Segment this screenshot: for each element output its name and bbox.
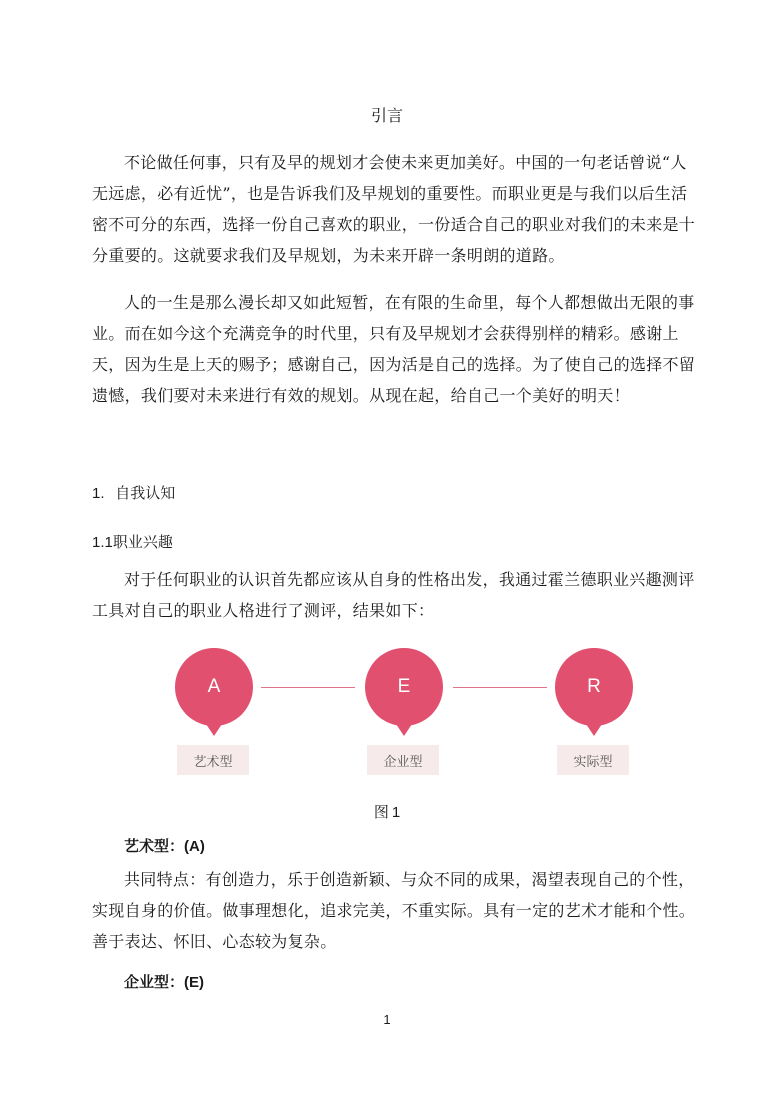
artistic-heading-text: 艺术型： bbox=[124, 837, 185, 855]
intro-paragraph-1: 不论做任何事，只有及早的规划才会使未来更加美好。中国的一句老话曾说“人无远虑，必有近忧”，也是告诉我们及早规划的重要性。而职业更是与我们以后生活密不可分的东西，选择一份自己喜欢的职业，一份适合自己的职业对我们的未来是十分重要的。这就要求我们及早规划，为未来开辟一条明朗的道路。 bbox=[92, 153, 696, 265]
page-number: 1 bbox=[383, 1012, 391, 1027]
trait-circle-r: R bbox=[555, 648, 633, 726]
intro-paragraph-2: 人的一生是那么漫长却又如此短暂，在有限的生命里，每个人都想做出无限的事业。而在如今这个充满竞争的时代里，只有及早规划才会获得别样的精彩。感谢上天，因为生是上天的赐予；感谢自己，因为活是自己的选择。为了使自己的选择不留遗憾，我们要对未来进行有效的规划。从现在起，给自己一个美好的明天！ bbox=[92, 293, 696, 405]
circle-pointer bbox=[586, 724, 602, 736]
figure-caption bbox=[0, 801, 774, 822]
connector-line bbox=[261, 687, 355, 688]
circle-pointer bbox=[396, 724, 412, 736]
trait-label-artistic: 艺术型 bbox=[177, 745, 249, 775]
trait-label-realistic: 实际型 bbox=[557, 745, 629, 775]
trait-circle-e: E bbox=[365, 648, 443, 726]
section-1-heading bbox=[92, 482, 175, 503]
enterprising-heading-code: (E) bbox=[184, 974, 205, 991]
section-1-1-number: 1.1 bbox=[92, 534, 113, 551]
figure-caption-number: 1 bbox=[391, 804, 401, 821]
section-1-1-paragraph: 对于任何职业的认识首先都应该从自身的性格出发，我通过霍兰德职业兴趣测评工具对自己的职业人格进行了测评，结果如下： bbox=[92, 570, 695, 620]
page-title: 引言 bbox=[370, 106, 403, 125]
connector-line bbox=[453, 687, 547, 688]
artistic-paragraph: 共同特点：有创造力，乐于创造新颖、与众不同的成果，渴望表现自己的个性，实现自身的价值。做事理想化，追求完美，不重实际。具有一定的艺术才能和个性。善于表达、怀旧、心态较为复杂。 bbox=[92, 870, 696, 951]
figure-caption-prefix: 图 bbox=[373, 803, 389, 821]
artistic-heading bbox=[124, 835, 205, 856]
trait-label-enterprising: 企业型 bbox=[367, 745, 439, 775]
enterprising-heading-text: 企业型： bbox=[124, 973, 185, 991]
section-1-number: 1. bbox=[92, 485, 105, 502]
artistic-heading-code: (A) bbox=[184, 838, 205, 855]
circle-pointer bbox=[206, 724, 222, 736]
holland-code-figure bbox=[175, 648, 635, 783]
trait-circle-a: A bbox=[175, 648, 253, 726]
section-1-1-title: 职业兴趣 bbox=[112, 533, 173, 551]
section-1-title: 自我认知 bbox=[115, 484, 176, 502]
enterprising-heading bbox=[124, 971, 204, 992]
section-1-1-heading bbox=[92, 531, 173, 552]
